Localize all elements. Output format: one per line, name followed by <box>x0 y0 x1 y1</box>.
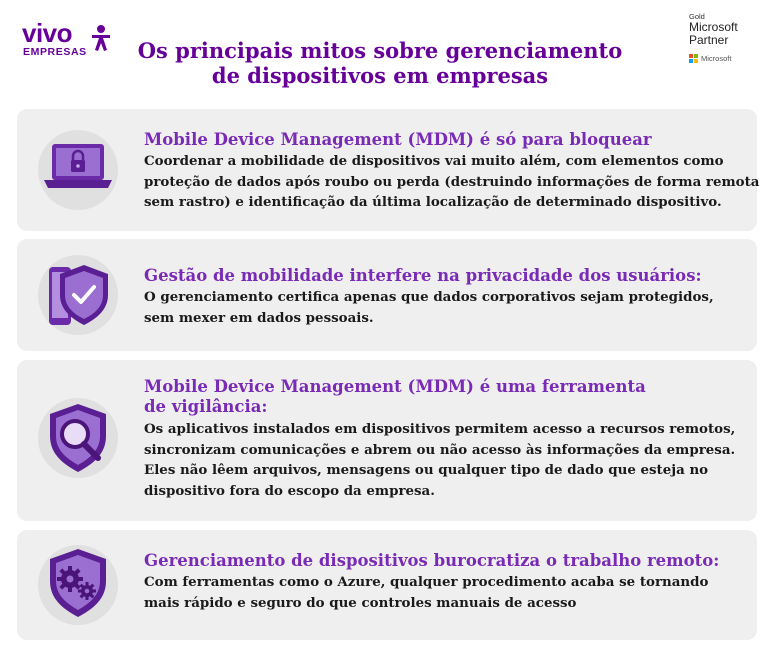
myth-card-1 <box>17 109 760 231</box>
card-body-line: dispositivo fora do escopo da empresa. <box>144 482 435 499</box>
myth-card-3 <box>17 360 757 521</box>
card-body-line: Coordenar a mobilidade de dispositivos vai muito além, com elementos como <box>144 153 724 169</box>
card-body-line: mais rápido e seguro do que controles manuais de acesso <box>144 594 577 611</box>
card-heading <box>144 551 719 571</box>
card-heading-line: de vigilância: <box>144 397 268 416</box>
partner-label: Partner <box>689 33 729 47</box>
card-body-line: sem mexer em dados pessoais. <box>144 309 374 326</box>
card-heading <box>144 377 646 417</box>
card-heading-line: Gerenciamento de dispositivos burocratiza o trabalho remoto: <box>144 551 720 570</box>
vivo-person-icon <box>90 24 112 52</box>
icon-circle <box>38 398 118 478</box>
microsoft-partner-badge <box>689 13 769 64</box>
laptop-lock-icon <box>38 130 118 210</box>
card-body <box>144 419 735 501</box>
card-heading-line: Gestão de mobilidade interfere na privacidade dos usuários: <box>144 266 702 285</box>
icon-circle <box>38 545 118 625</box>
partner-company: Microsoft <box>689 20 738 34</box>
card-body-line: Com ferramentas como o Azure, qualquer procedimento acaba se tornando <box>144 574 709 590</box>
logo-wordmark: vivo <box>22 18 73 48</box>
card-heading-line: Mobile Device Management (MDM) é só para bloquear <box>144 130 652 149</box>
logo-subtitle: EMPRESAS <box>23 46 87 58</box>
card-body <box>144 287 714 328</box>
card-body-line: Eles não lêem arquivos, mensagens ou qualquer tipo de dado que esteja no <box>144 462 709 478</box>
card-body <box>144 151 759 213</box>
card-body-line: O gerenciamento certifica apenas que dados corporativos sejam protegidos, <box>144 289 714 305</box>
card-heading <box>144 266 702 286</box>
shield-gears-icon <box>38 545 118 625</box>
partner-tier: Gold <box>689 12 705 21</box>
card-heading <box>144 130 652 150</box>
shield-magnifier-icon <box>38 398 118 478</box>
microsoft-logo-icon <box>689 54 698 63</box>
title-line-1: Os principais mitos sobre gerenciamento <box>137 38 623 63</box>
icon-circle <box>38 255 118 335</box>
phone-shield-check-icon <box>38 255 118 335</box>
card-heading-line: Mobile Device Management (MDM) é uma ferramenta <box>144 377 646 396</box>
page-title <box>120 38 640 88</box>
myth-card-4 <box>17 530 757 640</box>
card-body-line: Os aplicativos instalados em dispositivos permitem acesso a recursos remotos, <box>144 421 736 437</box>
microsoft-word: Microsoft <box>701 53 732 63</box>
card-body-line: proteção de dados após roubo ou perda (destruindo informações de forma remota <box>144 173 760 190</box>
title-line-2: de dispositivos em empresas <box>211 63 549 88</box>
card-body-line: sincronizam comunicações e abrem ou não acesso às informações da empresa. <box>144 441 736 458</box>
myth-card-2 <box>17 239 757 351</box>
card-body <box>144 572 708 613</box>
vivo-empresas-logo <box>22 18 114 64</box>
icon-circle <box>38 130 118 210</box>
card-body-line: sem rastro) e identificação da última localização de determinado dispositivo. <box>144 194 722 210</box>
